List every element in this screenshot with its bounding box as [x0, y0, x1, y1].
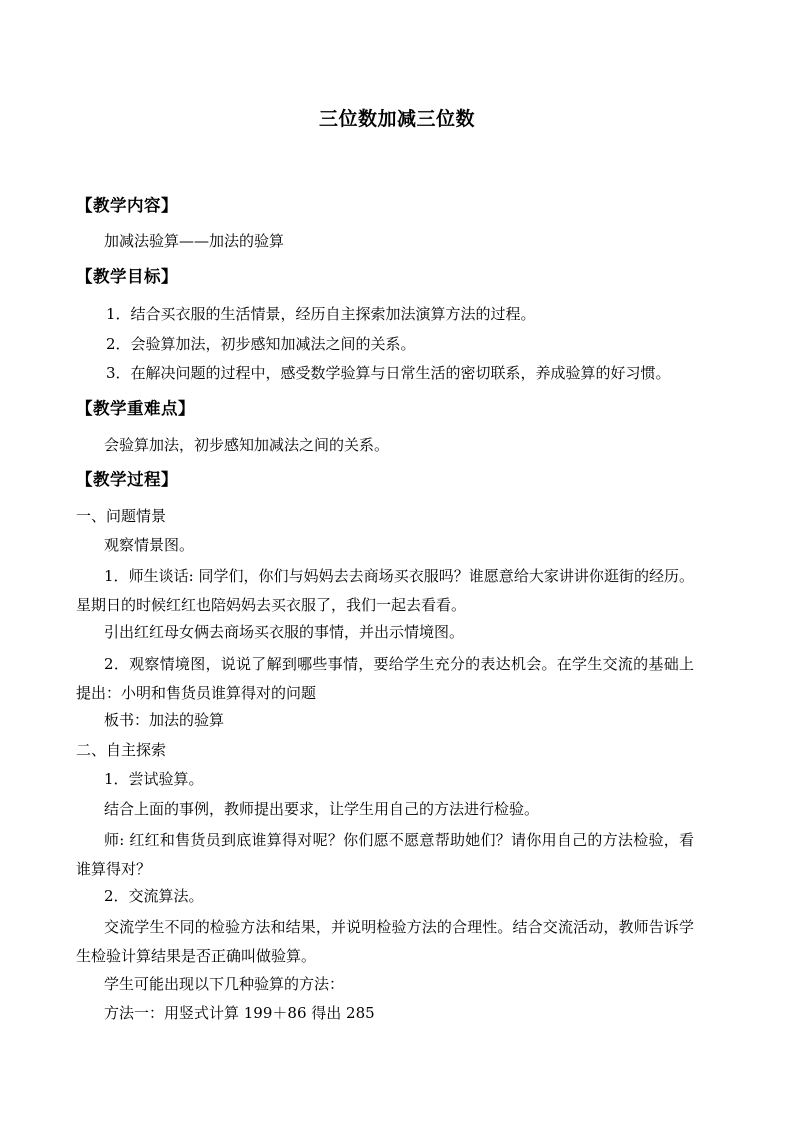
heading-goals: 【教学目标】	[76, 267, 178, 286]
process-paragraph: 结合上面的事例，教师提出要求，让学生用自己的方法进行检验。	[104, 800, 540, 818]
goal-item-3: 3．在解决问题的过程中，感受数学验算与日常生活的密切联系，养成验算的好习惯。	[106, 364, 671, 382]
process-paragraph: 观察情景图。	[104, 536, 195, 554]
process-paragraph: 板书：加法的验算	[104, 711, 225, 729]
heading-process: 【教学过程】	[76, 470, 178, 489]
heading-content: 【教学内容】	[76, 196, 178, 215]
goal-item-1: 1．结合买衣服的生活情景，经历自主探索加法演算方法的过程。	[106, 305, 536, 323]
goal-item-2: 2．会验算加法，初步感知加减法之间的关系。	[106, 335, 416, 353]
part2-title: 二、自主探索	[76, 741, 167, 759]
key-points-text: 会验算加法，初步感知加减法之间的关系。	[104, 436, 390, 454]
heading-key-points: 【教学重难点】	[76, 399, 195, 418]
process-paragraph: 1．尝试验算。	[104, 770, 204, 788]
process-paragraph: 2．交流算法。	[104, 887, 204, 905]
process-paragraph: 方法一：用竖式计算 199＋86 得出 285	[104, 1004, 375, 1022]
process-paragraph: 交流学生不同的检验方法和结果，并说明检验方法的合理性。结合交流活动，教师告诉学生检验计算结果是否正确叫做验算。	[76, 918, 694, 965]
process-paragraph: 引出红红母女俩去商场买衣服的事情，并出示情境图。	[104, 623, 465, 641]
content-text: 加减法验算——加法的验算	[104, 232, 285, 250]
process-paragraph: 学生可能出现以下几种验算的方法：	[104, 975, 345, 993]
part1-title: 一、问题情景	[76, 507, 167, 525]
process-paragraph: 1．师生谈话: 同学们，你们与妈妈去去商场买衣服吗？谁愿意给大家讲讲你逛街的经历。星期日的时候红红也陪妈妈去买衣服了，我们一起去看看。	[76, 567, 694, 614]
process-paragraph: 2．观察情境图，说说了解到哪些事情，要给学生充分的表达机会。在学生交流的基础上提出：小明和售货员谁算得对的问题	[76, 655, 694, 702]
process-paragraph: 师: 红红和售货员到底谁算得对呢？你们愿不愿意帮助她们？请你用自己的方法检验，看谁算得对？	[76, 831, 694, 878]
document-title: 三位数加减三位数	[318, 108, 475, 130]
